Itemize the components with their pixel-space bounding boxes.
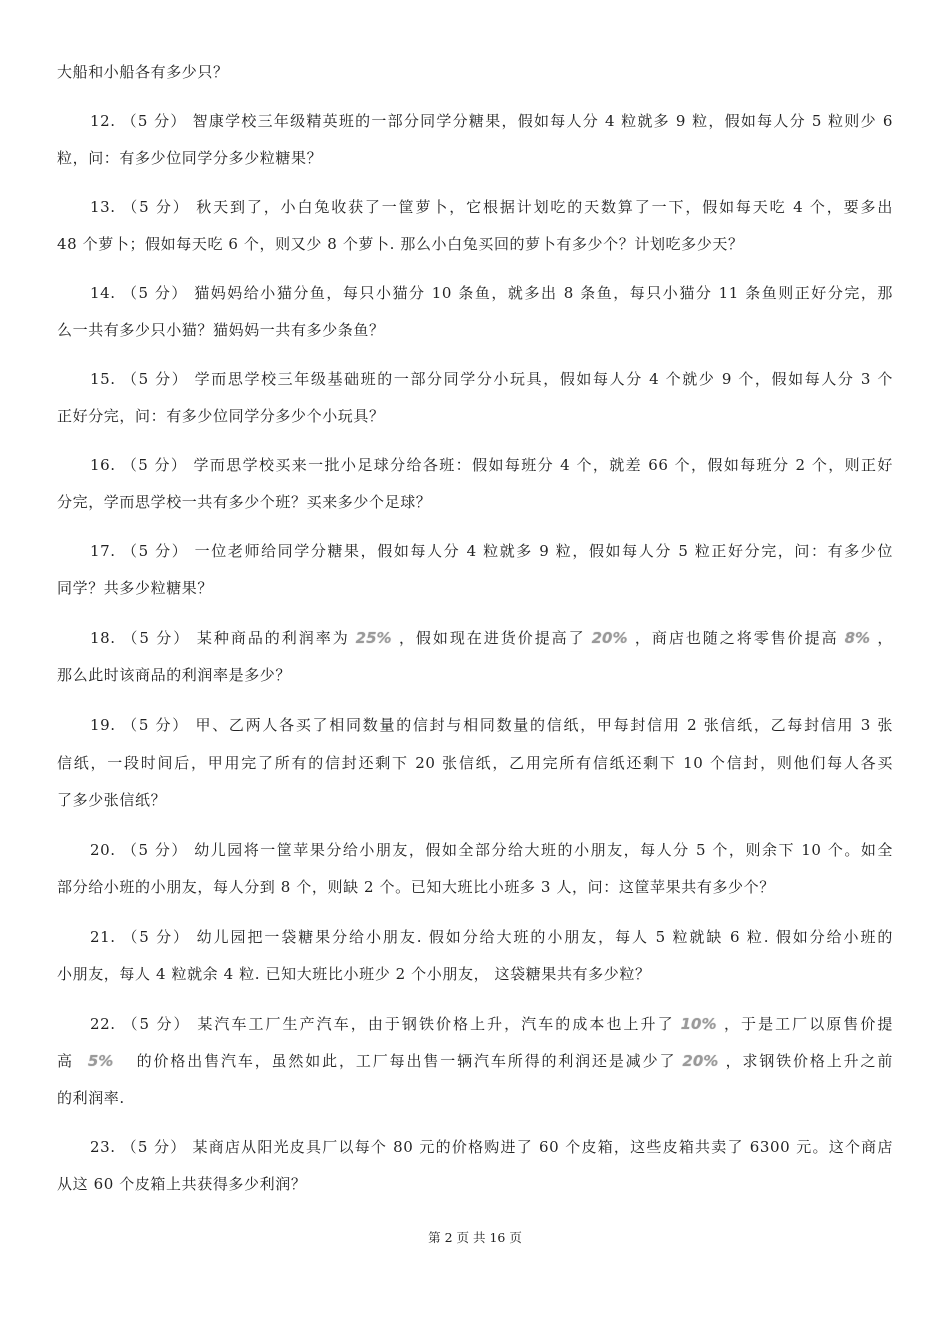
q19-line-2: 信纸，一段时间后，甲用完了所有的信封还剩下 20 张信纸，乙用完所有信纸还剩下 10 个信封，则他们每人各买 [57,754,893,772]
q22-percent-10: 10% [680,1015,717,1033]
q18-prefix: 18. （5 分） 某种商品的利润率为 [90,629,350,647]
q22-line2-end: ，求钢铁价格上升之前 [724,1052,893,1070]
q19-line-3: 了多少张信纸？ [57,791,167,809]
q21-line-1: 21. （5 分） 幼儿园把一袋糖果分给小朋友. 假如分给大班的小朋友，每人 5 粒就缺 6 粒. 假如分给小班的 [90,928,893,946]
q22-line2-mid: 的价格出售汽车，虽然如此，工厂每出售一辆汽车所得的利润还是减少了 [135,1052,677,1070]
q16-line-2: 分完，学而思学校一共有多少个班？买来多少个足球？ [57,493,432,511]
q18-percent-8: 8% [844,629,871,647]
q17-line-2: 同学？共多少粒糖果？ [57,579,214,597]
q21-line-2: 小朋友，每人 4 粒就余 4 粒. 已知大班比小班少 2 个小朋友， 这袋糖果共有多少粒？ [57,965,651,983]
q22-percent-20: 20% [682,1052,719,1070]
q18-end: ， [876,629,894,647]
page-footer: 第 2 页 共 16 页 [428,1230,522,1245]
q13-line-1: 13. （5 分） 秋天到了，小白兔收获了一筐萝卜，它根据计划吃的天数算了一下，假如每天吃 4 个，要多出 [90,198,893,216]
q22-line2-prefix: 高 [57,1052,74,1070]
q16-line-1: 16. （5 分） 学而思学校买来一批小足球分给各班：假如每班分 4 个，就差 66 个，假如每班分 2 个，则正好 [90,456,893,474]
q13-line-2: 48 个萝卜；假如每天吃 6 个，则又少 8 个萝卜. 那么小白兔买回的萝卜有多少个？计划吃多少天？ [57,235,744,253]
q17-line-1: 17. （5 分） 一位老师给同学分糖果，假如每人分 4 粒就多 9 粒，假如每人分 5 粒正好分完，问：有多少位 [90,542,893,560]
q18-mid-2: ，商店也随之将零售价提高 [633,629,839,647]
q15-line-2: 正好分完，问：有多少位同学分多少个小玩具？ [57,407,385,425]
q18-line-1 [90,628,893,648]
q11-tail-text: 大船和小船各有多少只？ [57,63,229,81]
q15-line-1: 15. （5 分） 学而思学校三年级基础班的一部分同学分小玩具，假如每人分 4 个就少 9 个，假如每人分 3 个 [90,370,893,388]
q22-percent-5: 5% [87,1052,114,1070]
q22-prefix: 22. （5 分） 某汽车工厂生产汽车，由于钢铁价格上升，汽车的成本也上升了 [90,1015,675,1033]
q12-line-1: 12. （5 分） 智康学校三年级精英班的一部分同学分糖果，假如每人分 4 粒就多 9 粒，假如每人分 5 粒则少 6 [90,112,893,130]
q18-mid-1: ，假如现在进货价提高了 [397,629,586,647]
q14-line-1: 14. （5 分） 猫妈妈给小猫分鱼，每只小猫分 10 条鱼，就多出 8 条鱼，每只小猫分 11 条鱼则正好分完，那 [90,284,893,302]
q20-line-2: 部分给小班的小朋友，每人分到 8 个，则缺 2 个。已知大班比小班多 3 人，问：这筐苹果共有多少个？ [57,878,775,896]
q23-line-2: 从这 60 个皮箱上共获得多少利润？ [57,1175,307,1193]
q22-line-2 [57,1051,893,1071]
q18-line-2: 那么此时该商品的利润率是多少？ [57,666,292,684]
q18-percent-20: 20% [591,629,628,647]
q23-line-1: 23. （5 分） 某商店从阳光皮具厂以每个 80 元的价格购进了 60 个皮箱，这些皮箱共卖了 6300 元。这个商店 [90,1138,893,1156]
q22-line-3: 的利润率. [57,1089,125,1107]
q14-line-2: 么一共有多少只小猫？猫妈妈一共有多少条鱼？ [57,321,385,339]
q12-line-2: 粒，问：有多少位同学分多少粒糖果？ [57,149,323,167]
q22-mid-1: ，于是工厂以原售价提 [722,1015,893,1033]
q19-line-1: 19. （5 分） 甲、乙两人各买了相同数量的信封与相同数量的信纸，甲每封信用 2 张信纸，乙每封信用 3 张 [90,716,893,734]
q18-percent-25: 25% [355,629,392,647]
q22-line-1 [90,1014,893,1034]
q20-line-1: 20. （5 分） 幼儿园将一筐苹果分给小朋友，假如全部分给大班的小朋友，每人分 5 个，则余下 10 个。如全 [90,841,893,859]
